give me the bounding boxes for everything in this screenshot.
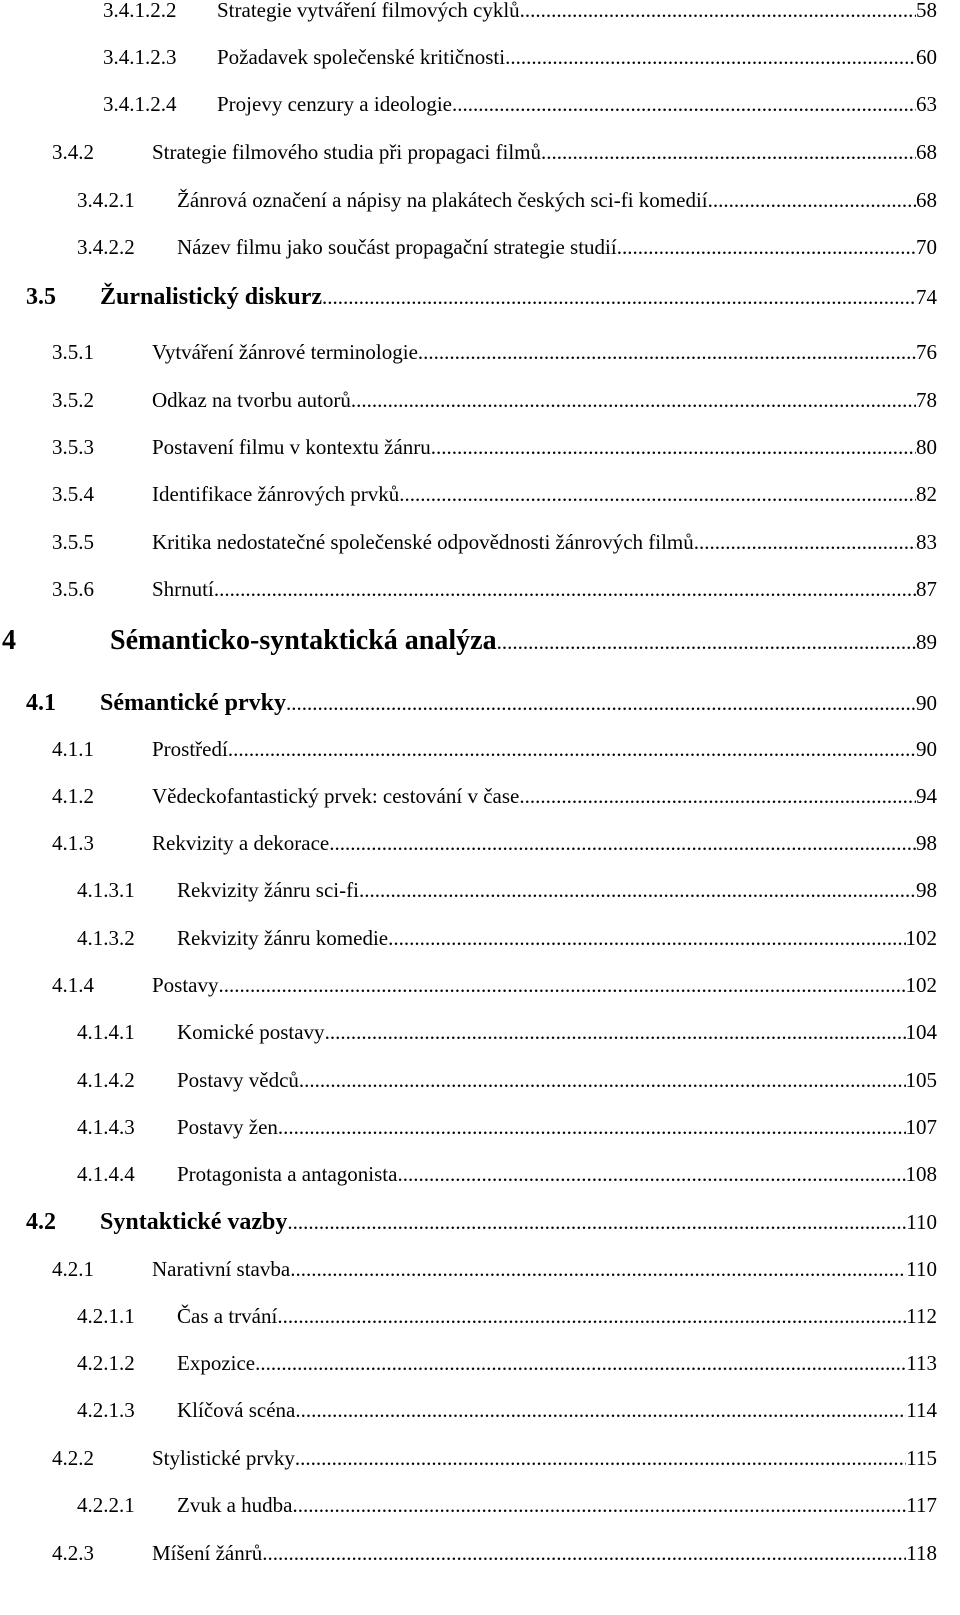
toc-entry-number: 4.1.3 (52, 831, 94, 855)
toc-entry-title: Projevy cenzury a ideologie (217, 92, 452, 116)
dot-leader (295, 1397, 906, 1423)
toc-entry-page: 80 (916, 435, 937, 459)
toc-entry-page: 60 (916, 45, 937, 69)
dot-leader (219, 972, 906, 998)
toc-entry-page: 78 (916, 388, 937, 412)
toc-entry-title: Protagonista a antagonista (177, 1162, 398, 1186)
dot-leader (292, 1492, 906, 1518)
toc-entry-number: 4.1.3.1 (77, 878, 135, 902)
toc-entry-page: 108 (905, 1162, 937, 1186)
dot-leader (694, 529, 916, 555)
toc-entry-title: Komické postavy (177, 1020, 325, 1044)
toc-entry-page: 110 (906, 1210, 937, 1234)
toc-entry-title: Žurnalistický diskurz (100, 284, 323, 310)
toc-entry-page: 112 (906, 1304, 937, 1328)
toc-entry-page: 82 (916, 482, 937, 506)
toc-entry-number: 3.4.1.2.2 (103, 0, 177, 22)
toc-entry[interactable] (77, 1019, 937, 1045)
toc-entry[interactable] (52, 387, 937, 413)
dot-leader (286, 690, 916, 716)
dot-leader (255, 1350, 906, 1376)
dot-leader (520, 0, 916, 23)
toc-entry[interactable] (77, 925, 937, 951)
dot-leader (214, 576, 916, 602)
toc-entry-number: 4.1.4.4 (77, 1162, 135, 1186)
toc-entry-title: Strategie filmového studia při propagaci filmů (152, 140, 541, 164)
toc-entry[interactable] (26, 1207, 937, 1237)
dot-leader (351, 387, 916, 413)
toc-entry-number: 4.1 (26, 690, 56, 716)
toc-entry-number: 4.1.3.2 (77, 926, 135, 950)
toc-entry-title: Postavení filmu v kontextu žánru (152, 435, 431, 459)
toc-entry-page: 58 (916, 0, 937, 22)
dot-leader (541, 139, 916, 165)
toc-entry[interactable] (52, 1256, 937, 1282)
toc-entry-number: 4.2.1.1 (77, 1304, 135, 1328)
toc-entry-page: 98 (916, 878, 937, 902)
toc-entry-page: 117 (906, 1493, 937, 1517)
toc-entry-number: 3.5 (26, 284, 56, 310)
dot-leader (228, 736, 916, 762)
dot-leader (325, 1019, 906, 1045)
dot-leader (290, 1256, 906, 1282)
toc-entry-number: 4.2.1.3 (77, 1398, 135, 1422)
toc-entry-page: 104 (905, 1020, 937, 1044)
dot-leader (431, 434, 916, 460)
toc-entry-title: Rekvizity žánru sci-fi (177, 878, 359, 902)
toc-entry[interactable] (77, 1161, 937, 1187)
toc-entry[interactable] (77, 1067, 937, 1093)
toc-entry[interactable] (77, 1303, 937, 1329)
toc-entry-number: 3.5.1 (52, 340, 94, 364)
toc-entry-title: Narativní stavba (152, 1257, 291, 1281)
toc-entry[interactable] (52, 783, 937, 809)
toc-entry-page: 107 (905, 1115, 937, 1139)
dot-leader (708, 187, 916, 213)
toc-entry-page: 83 (916, 530, 937, 554)
dot-leader (397, 1161, 905, 1187)
dot-leader (277, 1303, 906, 1329)
dot-leader (399, 481, 916, 507)
dot-leader (359, 877, 916, 903)
toc-entry[interactable] (103, 44, 937, 70)
toc-entry[interactable] (52, 1540, 937, 1566)
toc-entry-number: 4.2 (26, 1209, 56, 1235)
toc-entry[interactable] (77, 187, 937, 213)
toc-entry-page: 105 (905, 1068, 937, 1092)
toc-entry-number: 4.2.1.2 (77, 1351, 135, 1375)
toc-entry-page: 102 (905, 973, 937, 997)
toc-entry-number: 3.5.4 (52, 482, 94, 506)
toc-entry-number: 4.1.1 (52, 737, 94, 761)
toc-entry-title: Kritika nedostatečné společenské odpovědnosti žánrových filmů (152, 530, 694, 554)
toc-entry[interactable] (103, 91, 937, 117)
toc-entry-page: 114 (906, 1398, 937, 1422)
toc-entry-page: 90 (916, 737, 937, 761)
dot-leader (497, 629, 916, 655)
toc-entry-page: 74 (916, 285, 937, 309)
toc-entry-page: 68 (916, 140, 937, 164)
toc-entry[interactable] (26, 282, 937, 312)
toc-entry[interactable] (52, 576, 937, 602)
toc-entry-number: 4 (2, 625, 16, 656)
toc-entry-page: 94 (916, 784, 937, 808)
dot-leader (519, 783, 916, 809)
toc-entry[interactable] (77, 877, 937, 903)
toc-entry[interactable] (52, 434, 937, 460)
toc-entry-page: 113 (906, 1351, 937, 1375)
toc-entry-number: 4.1.4.3 (77, 1115, 135, 1139)
toc-entry[interactable] (77, 1492, 937, 1518)
toc-entry-title: Zvuk a hudba (177, 1493, 293, 1517)
toc-entry-title: Shrnutí (152, 577, 214, 601)
toc-entry-title: Sémanticko-syntaktická analýza (110, 625, 497, 656)
dot-leader (287, 1209, 906, 1235)
toc-entry[interactable] (52, 139, 937, 165)
toc-entry-title: Stylistické prvky (152, 1446, 295, 1470)
toc-entry-title: Rekvizity a dekorace (152, 831, 330, 855)
toc-entry-title: Požadavek společenské kritičnosti (217, 45, 506, 69)
toc-entry[interactable] (77, 1397, 937, 1423)
toc-entry-number: 3.4.2.1 (77, 188, 135, 212)
toc-entry-title: Vědeckofantastický prvek: cestování v čase (152, 784, 520, 808)
toc-entry-title: Identifikace žánrových prvků (152, 482, 400, 506)
toc-entry[interactable] (52, 830, 937, 856)
toc-entry-number: 4.2.3 (52, 1541, 94, 1565)
toc-entry-title: Vytváření žánrové terminologie (152, 340, 418, 364)
toc-entry[interactable] (77, 1114, 937, 1140)
toc-entry-title: Čas a trvání (177, 1304, 278, 1328)
toc-entry[interactable] (52, 529, 937, 555)
toc-entry-number: 3.5.3 (52, 435, 94, 459)
toc-entry-page: 102 (905, 926, 937, 950)
toc-entry-title: Klíčová scéna (177, 1398, 296, 1422)
dot-leader (322, 284, 916, 310)
toc-entry-page: 87 (916, 577, 937, 601)
toc-entry-title: Odkaz na tvorbu autorů (152, 388, 351, 412)
toc-entry-title: Postavy (152, 973, 219, 997)
toc-entry-title: Žánrová označení a nápisy na plakátech českých sci-fi komedií (177, 188, 708, 212)
toc-entry-page: 89 (916, 630, 937, 654)
toc-entry-title: Sémantické prvky (100, 690, 286, 716)
toc-entry-page: 90 (916, 691, 937, 715)
toc-entry-number: 4.1.4.1 (77, 1020, 135, 1044)
toc-entry-number: 4.1.4.2 (77, 1068, 135, 1092)
toc-entry-page: 70 (916, 235, 937, 259)
toc-entry[interactable] (77, 234, 937, 260)
toc-entry-number: 3.4.1.2.4 (103, 92, 177, 116)
toc-entry[interactable] (52, 481, 937, 507)
toc-entry-number: 4.1.2 (52, 784, 94, 808)
toc-entry-page: 68 (916, 188, 937, 212)
toc-entry-page: 115 (906, 1446, 937, 1470)
dot-leader (278, 1114, 906, 1140)
toc-entry-title: Postavy vědců (177, 1068, 299, 1092)
toc-entry[interactable] (103, 0, 937, 23)
toc-entry-title: Postavy žen (177, 1115, 278, 1139)
toc-entry-number: 3.5.2 (52, 388, 94, 412)
toc-entry[interactable] (52, 1445, 937, 1471)
toc-entry-number: 4.2.2.1 (77, 1493, 135, 1517)
toc-entry[interactable] (52, 972, 937, 998)
toc-entry-number: 4.1.4 (52, 973, 94, 997)
toc-entry[interactable] (52, 736, 937, 762)
dot-leader (262, 1540, 906, 1566)
toc-entry[interactable] (52, 339, 937, 365)
dot-leader (452, 91, 916, 117)
dot-leader (299, 1067, 906, 1093)
dot-leader (329, 830, 916, 856)
toc-entry-number: 4.2.2 (52, 1446, 94, 1470)
toc-entry-title: Strategie vytváření filmových cyklů (217, 0, 520, 22)
toc-entry-title: Prostředí (152, 737, 228, 761)
dot-leader (617, 234, 916, 260)
toc-entry[interactable] (2, 623, 937, 658)
toc-entry-title: Název filmu jako součást propagační strategie studií (177, 235, 617, 259)
toc-entry-title: Syntaktické vazby (100, 1209, 288, 1235)
toc-entry-page: 98 (916, 831, 937, 855)
toc-entry-number: 3.4.1.2.3 (103, 45, 177, 69)
toc-entry-number: 3.5.6 (52, 577, 94, 601)
dot-leader (505, 44, 916, 70)
toc-entry-title: Expozice (177, 1351, 256, 1375)
toc-entry-number: 3.4.2 (52, 140, 94, 164)
toc-entry-number: 3.5.5 (52, 530, 94, 554)
toc-entry-number: 4.2.1 (52, 1257, 94, 1281)
toc-entry[interactable] (26, 688, 937, 718)
toc-entry-title: Rekvizity žánru komedie (177, 926, 389, 950)
toc-entry-page: 76 (916, 340, 937, 364)
toc-entry-page: 118 (906, 1541, 937, 1565)
toc-entry-number: 3.4.2.2 (77, 235, 135, 259)
dot-leader (418, 339, 916, 365)
toc-entry-title: Míšení žánrů (152, 1541, 263, 1565)
dot-leader (295, 1445, 906, 1471)
dot-leader (388, 925, 905, 951)
toc-entry-page: 63 (916, 92, 937, 116)
toc-entry[interactable] (77, 1350, 937, 1376)
toc-entry-page: 110 (906, 1257, 937, 1281)
